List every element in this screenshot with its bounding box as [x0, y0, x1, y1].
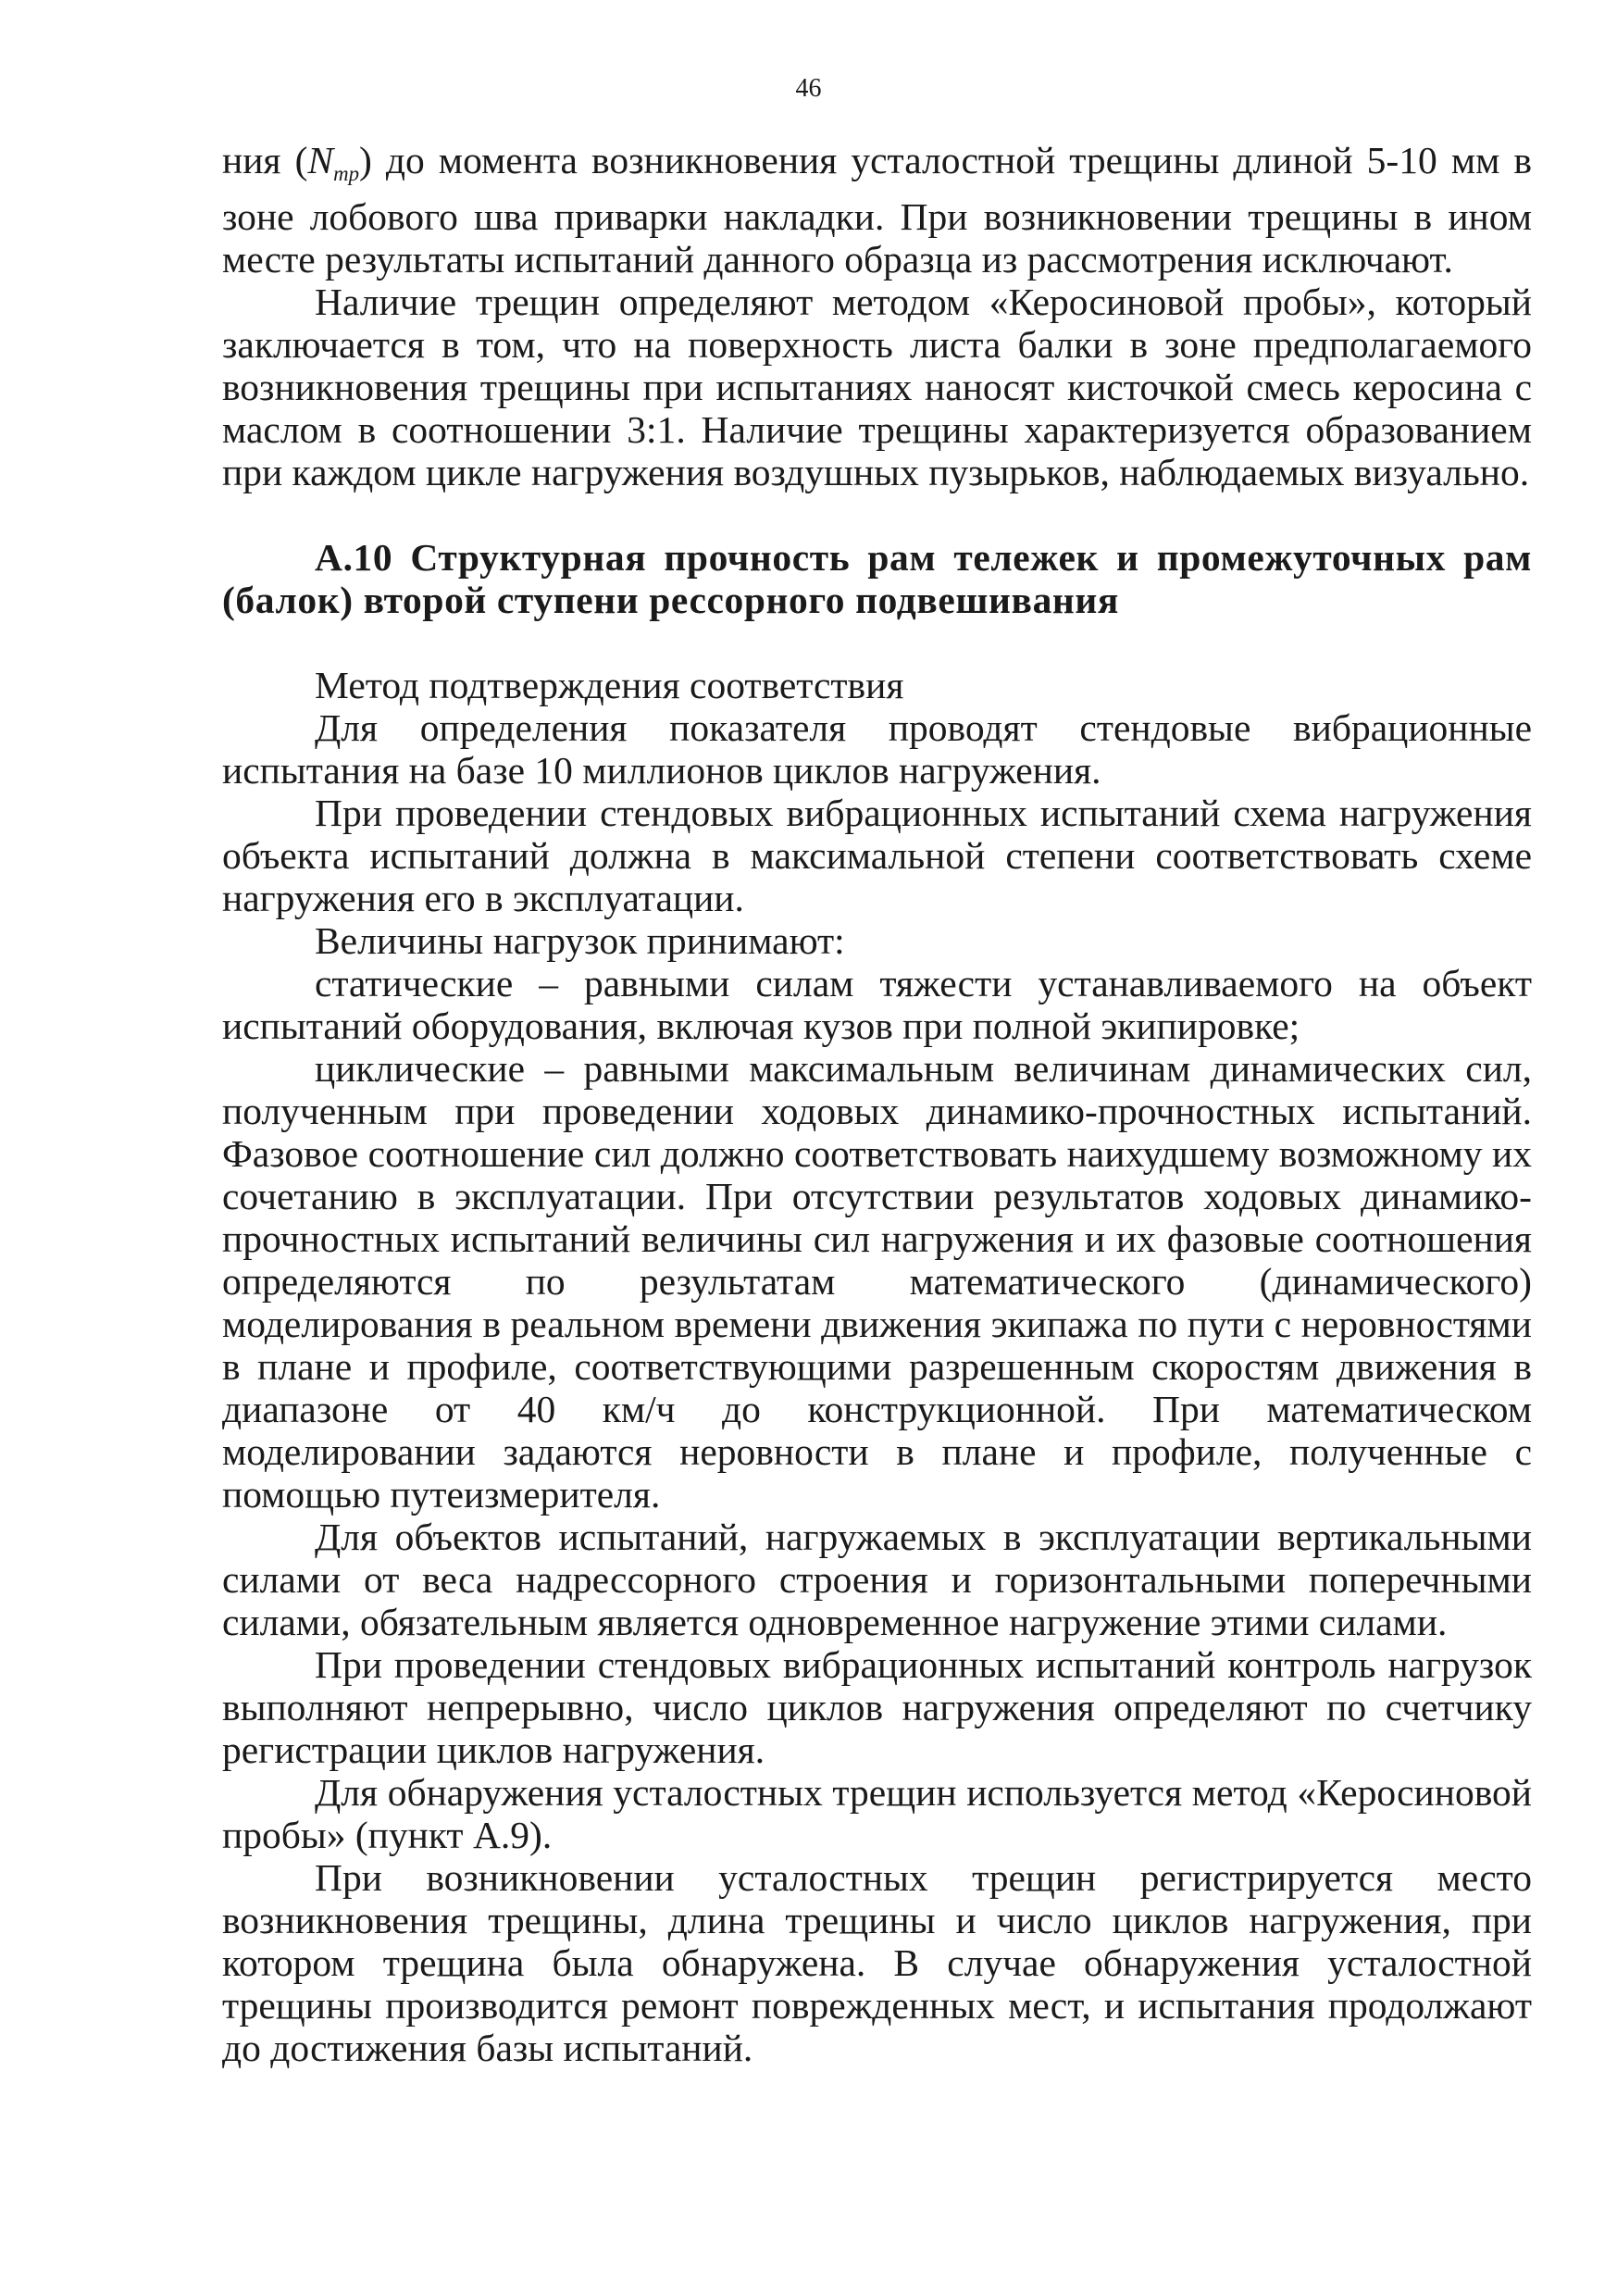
- paragraph-crack-registration: При возникновении усталостных трещин регистрируется место возникновения трещины, длина трещины и число циклов нагружения, при котором трещина была обнаружена. В случае обнаружения усталостной трещины производится ремонт поврежденных мест, и испытания продолжают до достижения базы испытаний.: [222, 1855, 1532, 2069]
- formula-subscript: тр: [333, 161, 359, 185]
- paragraph-static-loads: статические – равными силам тяжести устанавливаемого на объект испытаний оборудования, включая кузов при полной экипировке;: [222, 961, 1532, 1047]
- paragraph-rest-text: ) до момента возникновения усталостной трещины длиной 5-10 мм в зоне лобового шва приварки накладки. При возникновении трещины в ином месте результаты испытаний данного образца из рассмотрения исключают.: [222, 139, 1533, 281]
- paragraph-cyclic-loads: циклические – равными максимальным величинам динамических сил, полученным при проведении ходовых динамико-прочностных испытаний. Фазовое соотношение сил должно соответствовать наихудшему возможному их сочетанию в эксплуатации. При отсутствии результатов ходовых динамико-прочностных испытаний величины сил нагружения и их фазовые соотношения определяются по результатам математического (динамического) моделирования в реальном времени движения экипажа по пути с неровностями в плане и профиле, соответствующими разрешенным скоростям движения в диапазоне от 40 км/ч до конструкционной. При математическом моделировании задаются неровности в плане и профиле, полученные с помощью путеизмерителя.: [222, 1046, 1532, 1516]
- paragraph-test-base: Для определения показателя проводят стендовые вибрационные испытания на базе 10 миллионов циклов нагружения.: [222, 705, 1532, 792]
- page-number: 46: [795, 74, 822, 103]
- method-label: Метод подтверждения соответствия: [315, 663, 904, 706]
- paragraph-load-control: При проведении стендовых вибрационных испытаний контроль нагрузок выполняют непрерывно, число циклов нагружения определяют по счетчику регистрации циклов нагружения.: [222, 1642, 1532, 1771]
- formula-n-tr: [307, 139, 359, 185]
- paragraph-start-text: ния (: [222, 139, 308, 181]
- paragraph-loading-scheme: При проведении стендовых вибрационных испытаний схема нагружения объекта испытаний должна в максимальной степени соответствовать схеме нагружения его в эксплуатации.: [222, 791, 1532, 919]
- paragraph-simultaneous-loading: Для объектов испытаний, нагружаемых в эксплуатации вертикальными силами от веса надрессорного строения и горизонтальными поперечными силами, обязательным является одновременное нагружение этими силами.: [222, 1515, 1532, 1643]
- page-content: [222, 139, 1532, 2069]
- paragraph-continuation: [222, 139, 1532, 281]
- paragraph-kerosene-test: Наличие трещин определяют методом «Керосиновой пробы», который заключается в том, что на поверхность листа балки в зоне предполагаемого возникновения трещины при испытаниях наносят кисточкой смесь керосина с маслом в соотношении 3:1. Наличие трещины характеризуется образованием при каждом цикле нагружения воздушных пузырьков, наблюдаемых визуально.: [222, 280, 1532, 493]
- paragraph-load-values: Величины нагрузок принимают:: [315, 918, 845, 962]
- paragraph-crack-detection: Для обнаружения усталостных трещин используется метод «Керосиновой пробы» (пункт А.9).: [222, 1770, 1532, 1856]
- section-heading: А.10 Структурная прочность рам тележек и промежуточных рам (балок) второй ступени рессорного подвешивания: [222, 535, 1532, 621]
- formula-base: N: [307, 139, 334, 181]
